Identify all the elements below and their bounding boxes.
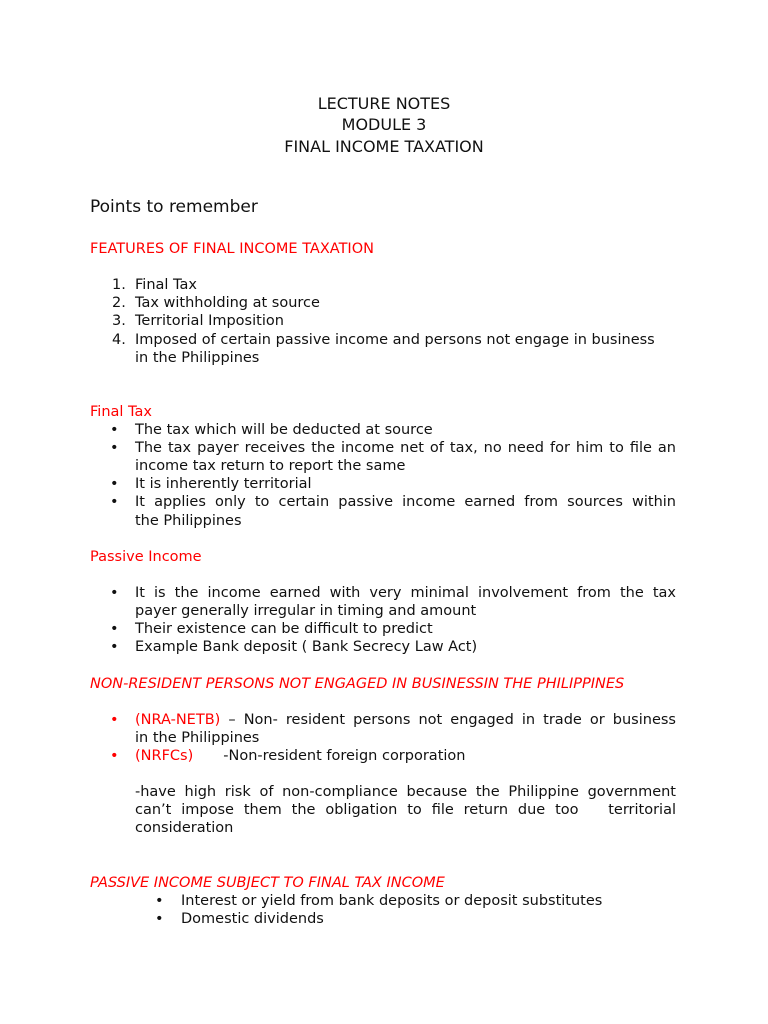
list-text: Imposed of certain passive income and persons not engage in business [135, 332, 655, 348]
list-text: the Philippines [135, 513, 242, 529]
passive-income-heading: Passive Income [90, 549, 202, 565]
bullet: • [110, 440, 119, 456]
nra-netb-text: – Non- resident persons not engaged in trade or business [220, 712, 676, 728]
list-text: Final Tax [135, 277, 197, 293]
bullet: • [155, 911, 164, 927]
bullet: • [110, 422, 119, 438]
list-number: 3. [112, 313, 126, 329]
bullet: • [155, 893, 164, 909]
subject-final-heading: PASSIVE INCOME SUBJECT TO FINAL TAX INCOME [90, 875, 445, 891]
note-text: consideration [135, 820, 234, 836]
list-text: Their existence can be difficult to predict [135, 621, 433, 637]
list-text: income tax return to report the same [135, 458, 406, 474]
list-number: 2. [112, 295, 126, 311]
list-text: It is the income earned with very minimal involvement from the tax [135, 585, 676, 601]
nrfcs-text: -Non-resident foreign corporation [223, 748, 466, 764]
list-text: in the Philippines [135, 350, 260, 366]
list-text: Tax withholding at source [135, 295, 320, 311]
title-final-income-taxation: FINAL INCOME TAXATION [284, 137, 484, 156]
list-text: The tax which will be deducted at source [135, 422, 433, 438]
bullet: • [110, 712, 119, 728]
final-tax-heading: Final Tax [90, 404, 152, 420]
bullet: • [110, 748, 119, 764]
list-text: Domestic dividends [181, 911, 324, 927]
list-text: It is inherently territorial [135, 476, 312, 492]
list-text: The tax payer receives the income net of tax, no need for him to file an [135, 440, 676, 456]
features-heading: FEATURES OF FINAL INCOME TAXATION [90, 241, 374, 257]
bullet: • [110, 585, 119, 601]
list-text: payer generally irregular in timing and amount [135, 603, 477, 619]
list-text: in the Philippines [135, 730, 260, 746]
bullet: • [110, 476, 119, 492]
note-text: -have high risk of non-compliance because the Philippine government [135, 784, 676, 800]
list-text: Territorial Imposition [135, 313, 284, 329]
nrfcs-abbr: (NRFCs) [135, 748, 194, 764]
list-text: Interest or yield from bank deposits or deposit substitutes [181, 893, 603, 909]
bullet: • [110, 494, 119, 510]
list-text: It applies only to certain passive income earned from sources within [135, 494, 676, 510]
list-text [135, 711, 676, 729]
nra-netb-abbr: (NRA-NETB) [135, 712, 221, 728]
points-to-remember-heading: Points to remember [90, 197, 258, 217]
bullet: • [110, 621, 119, 637]
non-resident-heading: NON-RESIDENT PERSONS NOT ENGAGED IN BUSINESSIN THE PHILIPPINES [90, 676, 625, 692]
list-number: 4. [112, 332, 126, 348]
list-number: 1. [112, 277, 126, 293]
title-lecture-notes: LECTURE NOTES [317, 94, 451, 113]
list-text [135, 747, 676, 765]
bullet: • [110, 639, 119, 655]
title-module: MODULE 3 [341, 115, 427, 134]
note-text: can’t impose them the obligation to file return due too territorial [135, 802, 676, 818]
list-text: Example Bank deposit ( Bank Secrecy Law Act) [135, 639, 478, 655]
